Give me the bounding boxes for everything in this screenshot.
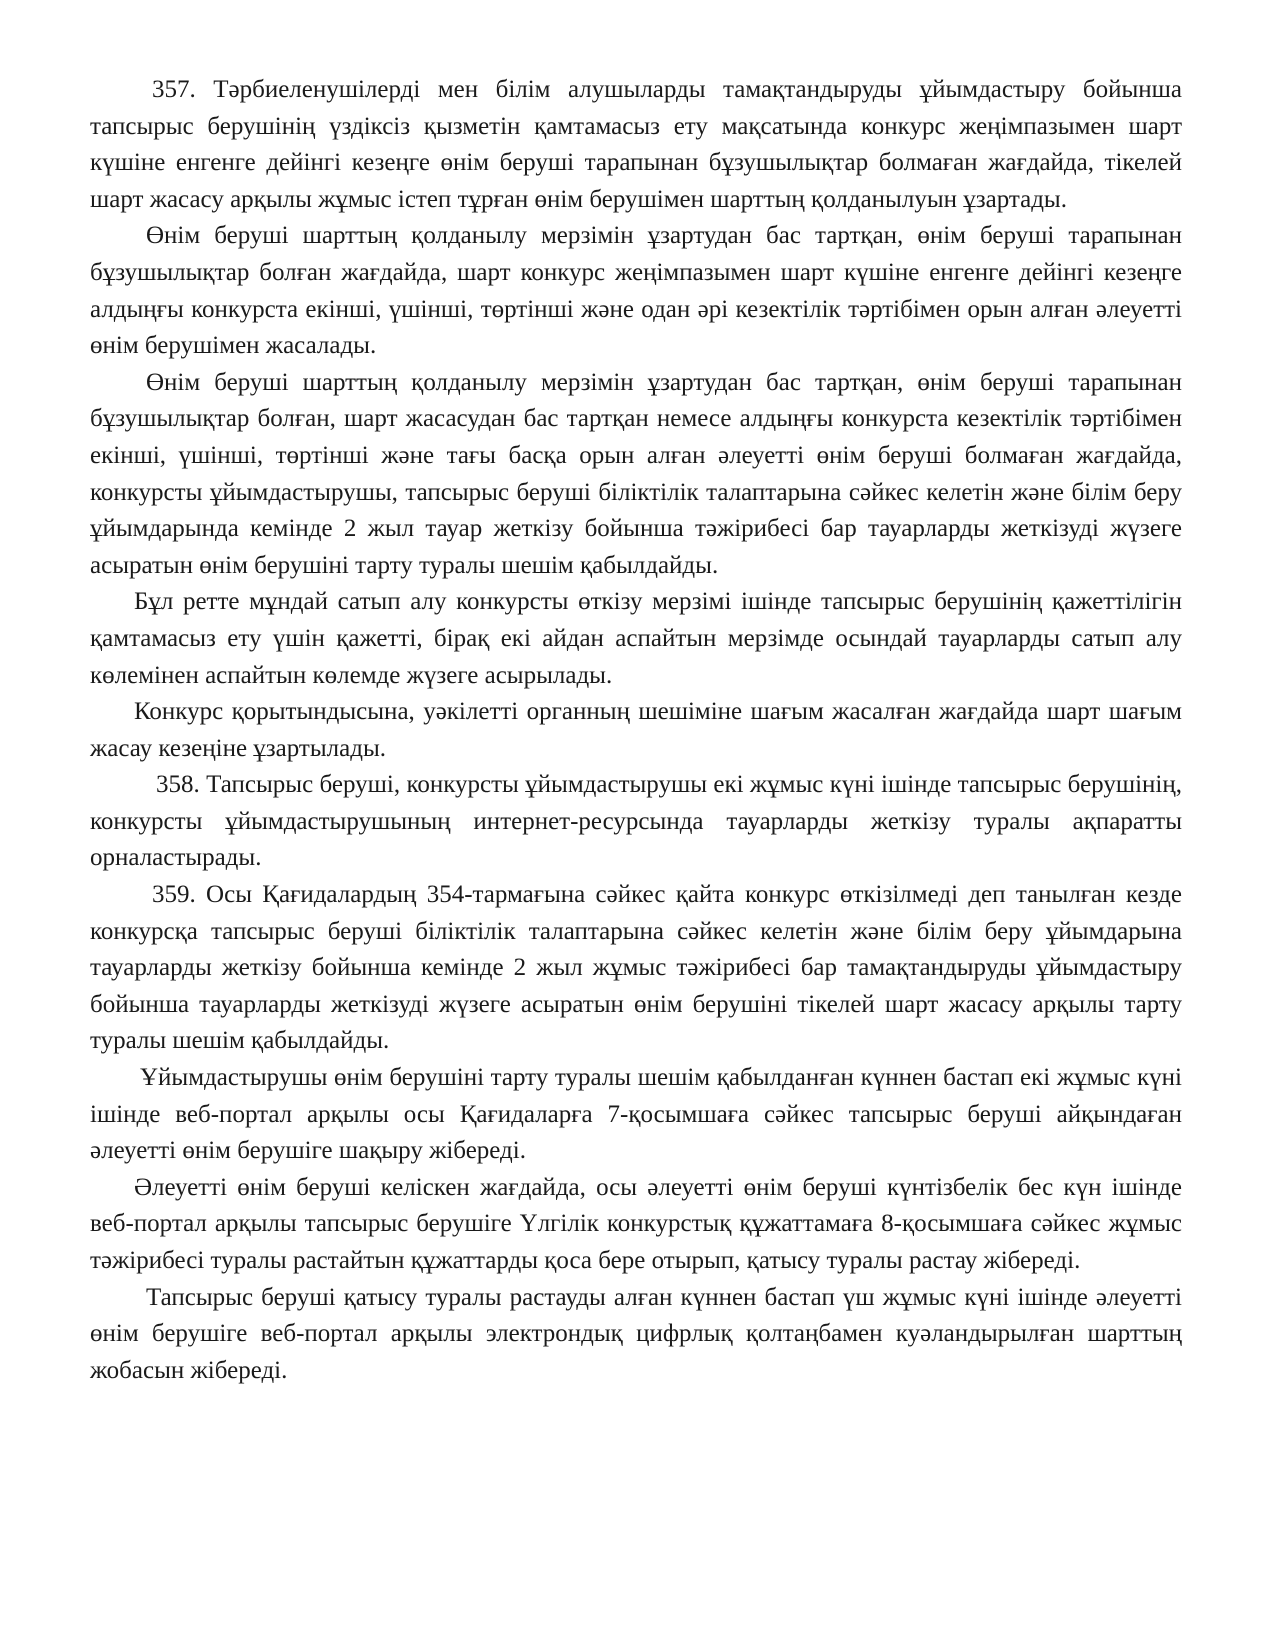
paragraph-purchase-volume: Бұл ретте мұндай сатып алу конкурсты өткізу мерзімі ішінде тапсырыс берушінің қажеттілігін қамтамасыз ету үшін қажетті, бірақ екі айдан аспайтын мерзімде осындай тауарларды сатып алу көлемінен аспайтын көлемде жүзеге асырылады. [90, 588, 1182, 689]
document-body [90, 72, 1182, 1389]
paragraph-357: 357. Тәрбиеленушілерді мен білім алушыларды тамақтандыруды ұйымдастыру бойынша тапсырыс берушінің үздіксіз қызметін қамтамасыз ету мақсатында конкурс жеңімпазымен шарт күшіне енгенге дейінгі кезеңге өнім беруші тарапынан бұзушылықтар болмаған жағдайда, тікелей шарт жасасу арқылы жұмыс істеп тұрған өнім берушімен шарттың қолданылуын ұзартады. [90, 76, 1182, 213]
paragraph-359: 359. Осы Қағидалардың 354-тармағына сәйкес қайта конкурс өткізілмеді деп танылған кезде конкурсқа тапсырыс беруші біліктілік талаптарына сәйкес келетін және білім беру ұйымдарына тауарларды жеткізу бойынша кемінде 2 жыл жұмыс тәжірибесі бар тамақтандыруды ұйымдастыру бойынша тауарларды жеткізуді жүзеге асыратын өнім берушіні тікелей шарт жасасу арқылы тарту туралы шешім қабылдайды. [90, 881, 1182, 1055]
paragraph-appeal: Конкурс қорытындысына, уәкілетті органның шешіміне шағым жасалған жағдайда шарт шағым жасау кезеңіне ұзартылады. [90, 698, 1182, 762]
paragraph-confirmation: Әлеуетті өнім беруші келіскен жағдайда, осы әлеуетті өнім беруші күнтізбелік бес күн ішінде веб-портал арқылы тапсырыс берушіге Үлгілік конкурстық құжаттамаға 8-қосымшаға сәйкес жұмыс тәжірибесі туралы растайтын құжаттарды қоса бере отырып, қатысу туралы растау жібереді. [90, 1173, 1182, 1274]
paragraph-contract-draft: Тапсырыс беруші қатысу туралы растауды алған күннен бастап үш жұмыс күні ішінде әлеуетті өнім берушіге веб-портал арқылы электрондық цифрлық қолтаңбамен куәландырылған шарттың жобасын жібереді. [90, 1283, 1182, 1384]
paragraph-358: 358. Тапсырыс беруші, конкурсты ұйымдастырушы екі жұмыс күні ішінде тапсырыс берушінің, конкурсты ұйымдастырушының интернет-ресурсында тауарларды жеткізу туралы ақпаратты орналастырады. [90, 771, 1182, 872]
paragraph-invitation: Ұйымдастырушы өнім берушіні тарту туралы шешім қабылданған күннен бастап екі жұмыс күні ішінде веб-портал арқылы осы Қағидаларға 7-қосымшаға сәйкес тапсырыс беруші айқындаған әлеуетті өнім берушіге шақыру жібереді. [90, 1064, 1182, 1165]
paragraph-no-supplier: Өнім беруші шарттың қолданылу мерзімін ұзартудан бас тартқан, өнім беруші тарапынан бұзушылықтар болған, шарт жасасудан бас тартқан немесе алдыңғы конкурста кезектілік тәртібімен екінші, үшінші, төртінші және тағы басқа орын алған әлеуетті өнім беруші болмаған жағдайда, конкурсты ұйымдастырушы, тапсырыс беруші біліктілік талаптарына сәйкес келетін және білім беру ұйымдарында кемінде 2 жыл тауар жеткізу бойынша тәжірибесі бар тауарларды жеткізуді жүзеге асыратын өнім берушіні тарту туралы шешім қабылдайды. [90, 368, 1182, 579]
paragraph-supplier-refusal: Өнім беруші шарттың қолданылу мерзімін ұзартудан бас тартқан, өнім беруші тарапынан бұзушылықтар болған жағдайда, шарт конкурс жеңімпазымен шарт күшіне енгенге дейінгі кезеңге алдыңғы конкурста екінші, үшінші, төртінші және одан әрі кезектілік тәртібімен орын алған әлеуетті өнім берушімен жасалады. [90, 222, 1182, 360]
